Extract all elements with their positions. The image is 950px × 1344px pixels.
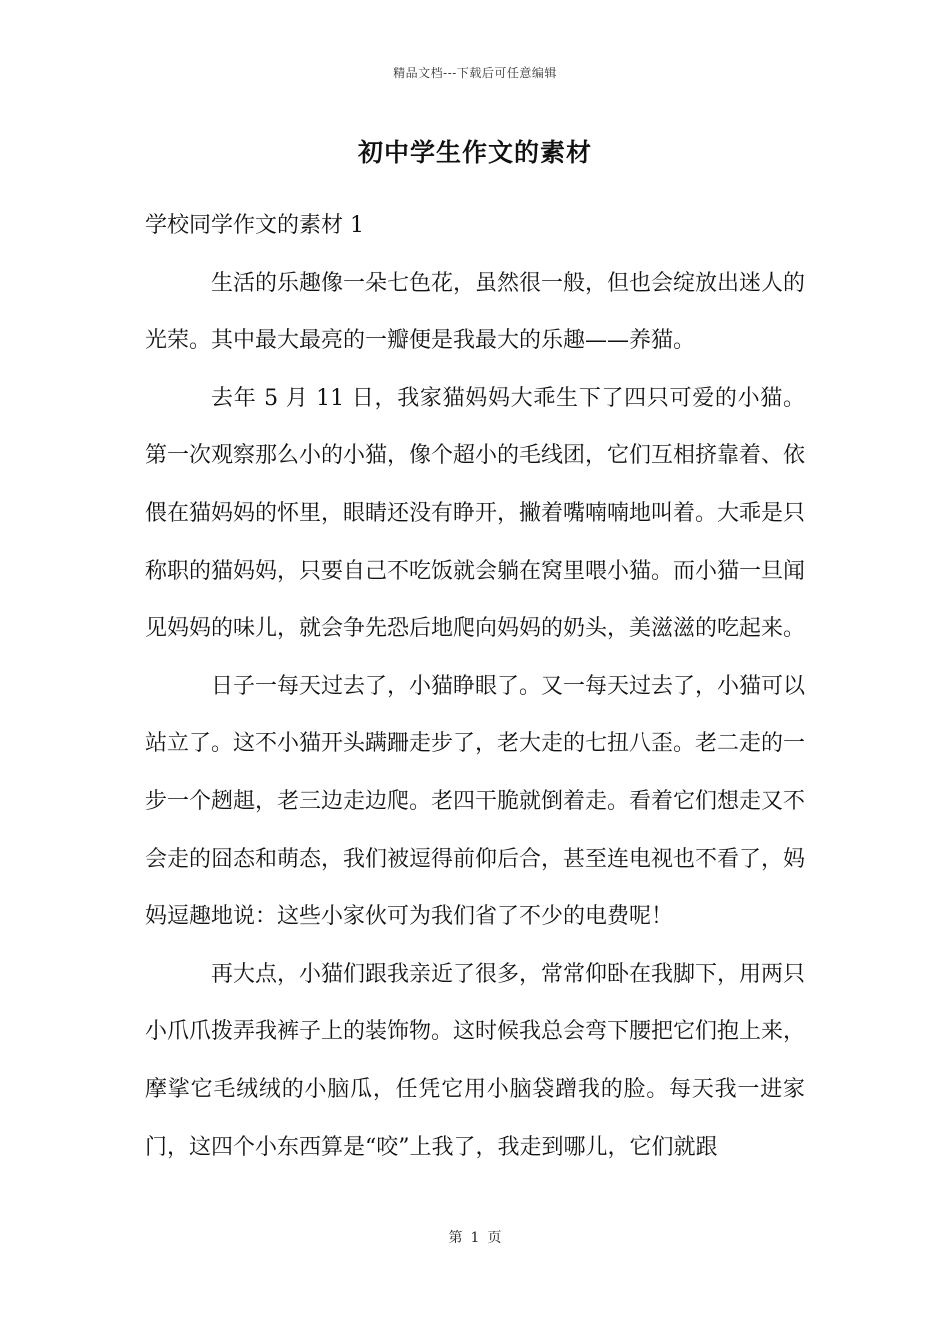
document-title: 初中学生作文的素材 — [357, 138, 592, 167]
page-prefix: 第 — [448, 1230, 463, 1246]
paragraph-4: 再大点，小猫们跟我亲近了很多，常常仰卧在我脚下，用两只小爪爪拨弄我裤子上的装饰物。这时候我总会弯下腰把它们抱上来，摩挲它毛绒绒的小脑瓜，任凭它用小脑袋蹭我的脸。每天我一进家门，这四个小东西算是“咬”上我了，我走到哪儿，它们就跟 — [145, 961, 806, 1160]
section-subtitle: 学校同学作文的素材 1 — [145, 213, 364, 238]
document-body — [145, 197, 805, 1176]
paragraph-2: 去年 5 月 11 日，我家猫妈妈大乖生下了四只可爱的小猫。第一次观察那么小的小猫，像个超小的毛线团，它们互相挤靠着、依偎在猫妈妈的怀里，眼睛还没有睁开，撇着嘴喃喃地叫着。大乖是只称职的猫妈妈，只要自己不吃饭就会躺在窝里喂小猫。而小猫一旦闻见妈妈的味儿，就会争先恐后地爬向妈妈的奶头，美滋滋的吃起来。 — [145, 385, 806, 642]
header-note: 精品文档---下载后可任意编辑 — [393, 66, 557, 80]
page-footer — [0, 1227, 950, 1247]
paragraph-3: 日子一每天过去了，小猫睁眼了。又一每天过去了，小猫可以站立了。这不小猫开头蹒跚走步了，老大走的七扭八歪。老二走的一步一个趔趄，老三边走边爬。老四干脆就倒着走。看着它们想走又不会走的囧态和萌态，我们被逗得前仰后合，甚至连电视也不看了，妈妈逗趣地说：这些小家伙可为我们省了不少的电费呢！ — [145, 673, 806, 930]
paragraph-1: 生活的乐趣像一朵七色花，虽然很一般，但也会绽放出迷人的光荣。其中最大最亮的一瓣便是我最大的乐趣——养猫。 — [145, 270, 806, 354]
page-suffix: 页 — [487, 1230, 502, 1246]
page-number: 1 — [470, 1230, 480, 1246]
